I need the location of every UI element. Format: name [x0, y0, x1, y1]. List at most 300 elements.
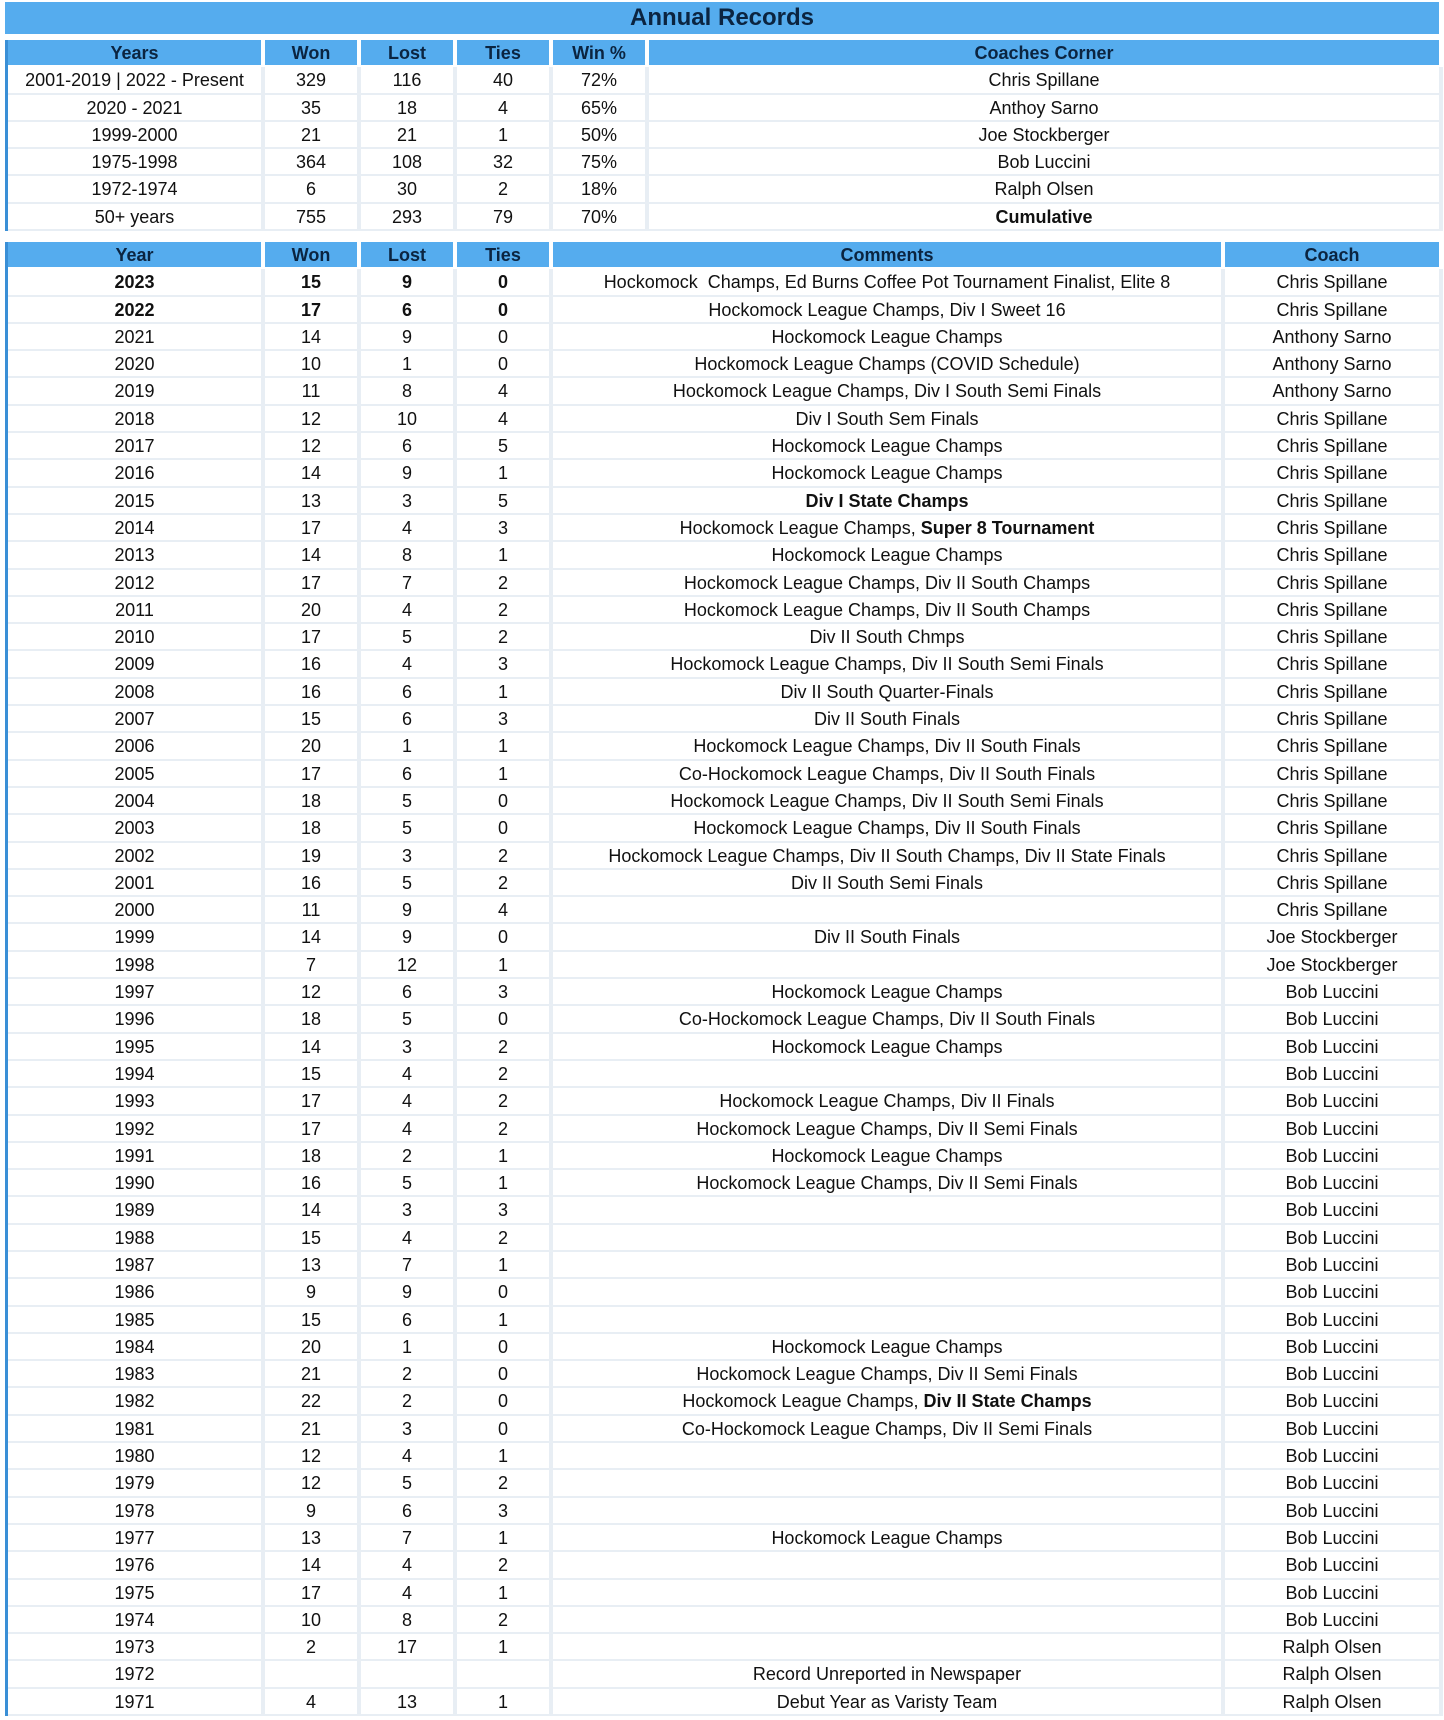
year-cell: 1971	[8, 1689, 265, 1716]
coach-cell: Anthony Sarno	[1225, 378, 1443, 405]
comment-cell	[553, 406, 1225, 433]
year-cell: 1992	[8, 1116, 265, 1143]
year-cell: 1987	[8, 1252, 265, 1279]
won-cell: 14	[265, 1034, 361, 1061]
won-cell: 11	[265, 378, 361, 405]
lost-cell: 3	[361, 1416, 457, 1443]
record-row	[8, 1006, 1443, 1033]
ties-cell: 2	[457, 870, 553, 897]
won-cell: 6	[265, 176, 361, 203]
year-cell: 1986	[8, 1279, 265, 1306]
lost-cell: 4	[361, 1061, 457, 1088]
lost-cell: 4	[361, 651, 457, 678]
lost-cell: 7	[361, 1525, 457, 1552]
coach-cell: Chris Spillane	[1225, 297, 1443, 324]
coach-cell: Chris Spillane	[1225, 460, 1443, 487]
record-row	[8, 297, 1443, 324]
lost-cell: 21	[361, 122, 457, 149]
lost-cell: 4	[361, 1088, 457, 1115]
year-cell: 1982	[8, 1388, 265, 1415]
summary-header-row	[8, 40, 1443, 67]
year-cell: 2008	[8, 679, 265, 706]
year-cell: 2009	[8, 651, 265, 678]
lost-cell: 8	[361, 378, 457, 405]
record-row	[8, 570, 1443, 597]
year-cell: 1974	[8, 1607, 265, 1634]
record-row	[8, 1061, 1443, 1088]
won-cell: 15	[265, 1225, 361, 1252]
won-cell: 2	[265, 1634, 361, 1661]
comment-cell	[553, 324, 1225, 351]
year-cell: 1981	[8, 1416, 265, 1443]
comment-cell	[553, 1607, 1225, 1634]
lost-cell: 7	[361, 570, 457, 597]
record-row	[8, 324, 1443, 351]
comment-text: Div II South Chmps	[809, 627, 965, 648]
header-comments: Comments	[553, 242, 1225, 269]
summary-row	[8, 95, 1443, 122]
coach-cell: Chris Spillane	[1225, 761, 1443, 788]
lost-cell: 1	[361, 733, 457, 760]
comment-text: Hockomock League Champs	[771, 463, 1003, 484]
won-cell: 16	[265, 870, 361, 897]
lost-cell: 2	[361, 1361, 457, 1388]
ties-cell: 3	[457, 515, 553, 542]
won-cell: 10	[265, 351, 361, 378]
coach-cell: Bob Luccini	[1225, 1307, 1443, 1334]
record-row	[8, 1388, 1443, 1415]
year-cell: 2011	[8, 597, 265, 624]
lost-cell: 30	[361, 176, 457, 203]
comment-text: Hockomock League Champs	[771, 1336, 1003, 1357]
ties-cell: 0	[457, 1006, 553, 1033]
ties-cell: 0	[457, 1361, 553, 1388]
won-cell: 20	[265, 733, 361, 760]
comment-cell	[553, 651, 1225, 678]
coach-cell: Chris Spillane	[1225, 897, 1443, 924]
won-cell: 14	[265, 1552, 361, 1579]
lost-cell: 18	[361, 95, 457, 122]
coach-cell: Chris Spillane	[1225, 542, 1443, 569]
won-cell: 17	[265, 624, 361, 651]
comment-text: Hockomock League Champs, Div I South Semi Finals	[672, 381, 1102, 402]
record-row	[8, 761, 1443, 788]
year-cell: 1984	[8, 1334, 265, 1361]
comment-text: Hockomock League Champs	[771, 545, 1003, 566]
comment-cell	[553, 1088, 1225, 1115]
summary-row	[8, 67, 1443, 94]
comment-cell	[553, 1470, 1225, 1497]
comment-cell	[553, 624, 1225, 651]
coach-cell: Bob Luccini	[1225, 1197, 1443, 1224]
record-row	[8, 1525, 1443, 1552]
lost-cell: 1	[361, 351, 457, 378]
ties-cell: 1	[457, 1580, 553, 1607]
year-cell: 2010	[8, 624, 265, 651]
ties-cell: 1	[457, 122, 553, 149]
coach-cell: Bob Luccini	[1225, 1361, 1443, 1388]
lost-cell: 4	[361, 1116, 457, 1143]
coach-cell: Bob Luccini	[1225, 1225, 1443, 1252]
comment-text: Hockomock League Champs	[771, 326, 1003, 347]
year-cell: 1999	[8, 924, 265, 951]
ties-cell: 0	[457, 324, 553, 351]
header-years: Years	[8, 40, 265, 67]
year-cell: 2003	[8, 815, 265, 842]
lost-cell: 4	[361, 1580, 457, 1607]
year-cell: 2021	[8, 324, 265, 351]
ties-cell: 4	[457, 406, 553, 433]
won-cell: 9	[265, 1498, 361, 1525]
comment-cell	[553, 1525, 1225, 1552]
lost-cell: 6	[361, 433, 457, 460]
ties-cell: 3	[457, 706, 553, 733]
ties-cell: 2	[457, 1607, 553, 1634]
win-pct-cell: 70%	[553, 204, 649, 231]
ties-cell: 0	[457, 297, 553, 324]
record-row	[8, 515, 1443, 542]
coach-cell: Bob Luccini	[1225, 1498, 1443, 1525]
comment-cell	[553, 979, 1225, 1006]
record-row	[8, 706, 1443, 733]
record-row	[8, 624, 1443, 651]
ties-cell: 0	[457, 1388, 553, 1415]
won-cell	[265, 1661, 361, 1688]
record-row	[8, 1170, 1443, 1197]
coach-cell: Bob Luccini	[1225, 1116, 1443, 1143]
comment-cell	[553, 1689, 1225, 1716]
coach-cell: Chris Spillane	[1225, 733, 1443, 760]
won-cell: 21	[265, 1416, 361, 1443]
header-win-pct: Win %	[553, 40, 649, 67]
won-cell: 17	[265, 1580, 361, 1607]
year-cell: 1994	[8, 1061, 265, 1088]
lost-cell: 3	[361, 843, 457, 870]
coach-cell: Ralph Olsen	[1225, 1661, 1443, 1688]
won-cell: 7	[265, 952, 361, 979]
ties-cell: 4	[457, 378, 553, 405]
comment-cell	[553, 351, 1225, 378]
record-row	[8, 1307, 1443, 1334]
header-lost: Lost	[361, 242, 457, 269]
won-cell: 12	[265, 1470, 361, 1497]
comment-text: Hockomock League Champs, Div II Semi Finals	[696, 1118, 1078, 1139]
year-cell: 1973	[8, 1634, 265, 1661]
years-cell: 50+ years	[8, 204, 265, 231]
won-cell: 19	[265, 843, 361, 870]
lost-cell: 1	[361, 1334, 457, 1361]
record-row	[8, 460, 1443, 487]
comment-cell	[553, 597, 1225, 624]
coach-cell: Chris Spillane	[1225, 679, 1443, 706]
win-pct-cell: 50%	[553, 122, 649, 149]
comment-text: Co-Hockomock League Champs, Div II South Finals	[678, 763, 1096, 784]
comment-cell	[553, 1498, 1225, 1525]
year-cell: 2013	[8, 542, 265, 569]
ties-cell: 1	[457, 1252, 553, 1279]
won-cell: 18	[265, 1006, 361, 1033]
year-cell: 2016	[8, 460, 265, 487]
won-cell: 17	[265, 297, 361, 324]
record-row	[8, 1197, 1443, 1224]
coach-cell: Joe Stockberger	[649, 122, 1443, 149]
won-cell: 22	[265, 1388, 361, 1415]
year-cell: 1989	[8, 1197, 265, 1224]
won-cell: 18	[265, 1143, 361, 1170]
lost-cell: 3	[361, 1197, 457, 1224]
comment-cell	[553, 488, 1225, 515]
ties-cell: 1	[457, 679, 553, 706]
ties-cell: 79	[457, 204, 553, 231]
won-cell: 15	[265, 1061, 361, 1088]
coach-cell: Ralph Olsen	[649, 176, 1443, 203]
comment-cell	[553, 269, 1225, 296]
lost-cell: 4	[361, 1225, 457, 1252]
lost-cell: 4	[361, 515, 457, 542]
comment-text: Hockomock League Champs, Div II Semi Finals	[696, 1173, 1078, 1194]
header-lost: Lost	[361, 40, 457, 67]
record-row	[8, 1034, 1443, 1061]
year-cell: 1993	[8, 1088, 265, 1115]
won-cell: 12	[265, 979, 361, 1006]
records-header-row	[8, 242, 1443, 269]
ties-cell: 1	[457, 733, 553, 760]
record-row	[8, 897, 1443, 924]
won-cell: 14	[265, 324, 361, 351]
ties-cell: 0	[457, 815, 553, 842]
year-cell: 2012	[8, 570, 265, 597]
ties-cell: 0	[457, 924, 553, 951]
won-cell: 13	[265, 488, 361, 515]
record-row	[8, 651, 1443, 678]
lost-cell: 9	[361, 924, 457, 951]
record-row	[8, 1088, 1443, 1115]
coach-cell: Bob Luccini	[1225, 1416, 1443, 1443]
coach-cell: Bob Luccini	[1225, 1170, 1443, 1197]
year-cell: 1983	[8, 1361, 265, 1388]
comment-text: Hockomock League Champs,	[682, 1391, 924, 1412]
coach-cell: Bob Luccini	[1225, 1006, 1443, 1033]
record-row	[8, 952, 1443, 979]
comment-cell	[553, 1034, 1225, 1061]
ties-cell: 0	[457, 788, 553, 815]
coach-cell: Bob Luccini	[1225, 1580, 1443, 1607]
comment-text: Hockomock League Champs	[771, 982, 1003, 1003]
lost-cell: 116	[361, 67, 457, 94]
won-cell: 16	[265, 1170, 361, 1197]
comment-cell	[553, 761, 1225, 788]
year-cell: 1975	[8, 1580, 265, 1607]
ties-cell: 2	[457, 1552, 553, 1579]
comment-text: Hockomock League Champs, Div II South Champs	[683, 599, 1091, 620]
coach-cell: Chris Spillane	[1225, 406, 1443, 433]
won-cell: 14	[265, 1197, 361, 1224]
years-cell: 2020 - 2021	[8, 95, 265, 122]
comment-cell	[553, 924, 1225, 951]
lost-cell: 6	[361, 761, 457, 788]
coach-cell: Chris Spillane	[1225, 815, 1443, 842]
coach-cell: Bob Luccini	[1225, 1607, 1443, 1634]
comment-text: Hockomock League Champs	[771, 1145, 1003, 1166]
header-ties: Ties	[457, 242, 553, 269]
won-cell: 20	[265, 1334, 361, 1361]
ties-cell: 0	[457, 351, 553, 378]
comment-cell	[553, 1307, 1225, 1334]
year-cell: 2005	[8, 761, 265, 788]
year-cell: 1978	[8, 1498, 265, 1525]
comment-cell	[553, 1006, 1225, 1033]
won-cell: 14	[265, 542, 361, 569]
ties-cell: 0	[457, 269, 553, 296]
coach-cell: Bob Luccini	[1225, 1388, 1443, 1415]
ties-cell: 2	[457, 597, 553, 624]
won-cell: 17	[265, 761, 361, 788]
year-cell: 2015	[8, 488, 265, 515]
page-title: Annual Records	[5, 2, 1439, 34]
coach-cell: Anthony Sarno	[1225, 324, 1443, 351]
ties-cell: 2	[457, 624, 553, 651]
comment-cell	[553, 297, 1225, 324]
header-year: Year	[8, 242, 265, 269]
coach-cell: Bob Luccini	[1225, 1334, 1443, 1361]
ties-cell: 4	[457, 95, 553, 122]
won-cell: 20	[265, 597, 361, 624]
ties-cell: 1	[457, 542, 553, 569]
header-coaches-corner: Coaches Corner	[649, 40, 1443, 67]
lost-cell: 6	[361, 706, 457, 733]
year-cell: 1990	[8, 1170, 265, 1197]
comment-cell	[553, 952, 1225, 979]
won-cell: 12	[265, 1443, 361, 1470]
comment-cell	[553, 679, 1225, 706]
lost-cell: 8	[361, 542, 457, 569]
year-cell: 2022	[8, 297, 265, 324]
comment-text: Hockomock League Champs, Div II South Semi Finals	[670, 654, 1104, 675]
coach-cell: Joe Stockberger	[1225, 952, 1443, 979]
comment-cell	[553, 515, 1225, 542]
lost-cell: 2	[361, 1143, 457, 1170]
won-cell: 17	[265, 515, 361, 542]
comment-cell	[553, 1443, 1225, 1470]
year-cell: 2000	[8, 897, 265, 924]
won-cell: 329	[265, 67, 361, 94]
comment-text: Co-Hockomock League Champs, Div II Semi Finals	[681, 1418, 1093, 1439]
won-cell: 17	[265, 1116, 361, 1143]
comment-cell	[553, 460, 1225, 487]
coach-cell: Anthony Sarno	[1225, 351, 1443, 378]
coach-cell: Chris Spillane	[1225, 788, 1443, 815]
coach-cell: Chris Spillane	[1225, 651, 1443, 678]
comment-highlight: Div I State Champs	[805, 490, 969, 511]
ties-cell: 2	[457, 1225, 553, 1252]
comment-highlight: Super 8 Tournament	[920, 517, 1095, 538]
ties-cell: 0	[457, 1334, 553, 1361]
coach-cell: Bob Luccini	[1225, 1252, 1443, 1279]
coach-cell: Bob Luccini	[1225, 1034, 1443, 1061]
won-cell: 11	[265, 897, 361, 924]
lost-cell: 4	[361, 597, 457, 624]
coach-cell: Bob Luccini	[1225, 1061, 1443, 1088]
comment-cell	[553, 1279, 1225, 1306]
comment-text: Hockomock Champs, Ed Burns Coffee Pot Tournament Finalist, Elite 8	[603, 272, 1171, 293]
ties-cell: 2	[457, 1116, 553, 1143]
year-cell: 1977	[8, 1525, 265, 1552]
record-row	[8, 924, 1443, 951]
comment-cell	[553, 1661, 1225, 1688]
year-cell: 2020	[8, 351, 265, 378]
won-cell: 21	[265, 1361, 361, 1388]
ties-cell: 1	[457, 1307, 553, 1334]
ties-cell: 1	[457, 1634, 553, 1661]
record-row	[8, 1634, 1443, 1661]
year-cell: 1976	[8, 1552, 265, 1579]
ties-cell: 3	[457, 1498, 553, 1525]
comment-cell	[553, 1116, 1225, 1143]
lost-cell: 17	[361, 1634, 457, 1661]
comment-cell	[553, 1634, 1225, 1661]
year-cell: 1972	[8, 1661, 265, 1688]
win-pct-cell: 75%	[553, 149, 649, 176]
won-cell: 755	[265, 204, 361, 231]
years-cell: 1975-1998	[8, 149, 265, 176]
ties-cell: 1	[457, 1443, 553, 1470]
ties-cell: 0	[457, 1279, 553, 1306]
ties-cell: 1	[457, 1525, 553, 1552]
ties-cell: 3	[457, 651, 553, 678]
record-row	[8, 351, 1443, 378]
comment-cell	[553, 1143, 1225, 1170]
won-cell: 13	[265, 1252, 361, 1279]
comment-cell	[553, 570, 1225, 597]
lost-cell: 9	[361, 324, 457, 351]
year-cell: 1991	[8, 1143, 265, 1170]
record-row	[8, 815, 1443, 842]
comment-cell	[553, 378, 1225, 405]
lost-cell: 7	[361, 1252, 457, 1279]
ties-cell: 1	[457, 1143, 553, 1170]
win-pct-cell: 18%	[553, 176, 649, 203]
comment-cell	[553, 815, 1225, 842]
comment-cell	[553, 1580, 1225, 1607]
record-row	[8, 597, 1443, 624]
ties-cell: 3	[457, 979, 553, 1006]
year-cell: 2001	[8, 870, 265, 897]
won-cell: 18	[265, 815, 361, 842]
record-row	[8, 1252, 1443, 1279]
win-pct-cell: 65%	[553, 95, 649, 122]
year-cell: 1997	[8, 979, 265, 1006]
coach-cell: Chris Spillane	[1225, 515, 1443, 542]
record-row	[8, 542, 1443, 569]
won-cell: 4	[265, 1689, 361, 1716]
lost-cell: 6	[361, 1307, 457, 1334]
ties-cell: 1	[457, 761, 553, 788]
years-cell: 1999-2000	[8, 122, 265, 149]
comment-cell	[553, 1552, 1225, 1579]
year-cell: 1996	[8, 1006, 265, 1033]
comment-text: Hockomock League Champs (COVID Schedule)	[694, 354, 1080, 375]
won-cell: 21	[265, 122, 361, 149]
comment-cell	[553, 1197, 1225, 1224]
lost-cell: 3	[361, 1034, 457, 1061]
comment-text: Debut Year as Varisty Team	[776, 1691, 998, 1712]
comment-cell	[553, 1388, 1225, 1415]
record-row	[8, 1498, 1443, 1525]
coach-cell: Chris Spillane	[649, 67, 1443, 94]
won-cell: 18	[265, 788, 361, 815]
ties-cell: 5	[457, 433, 553, 460]
year-cell: 2002	[8, 843, 265, 870]
